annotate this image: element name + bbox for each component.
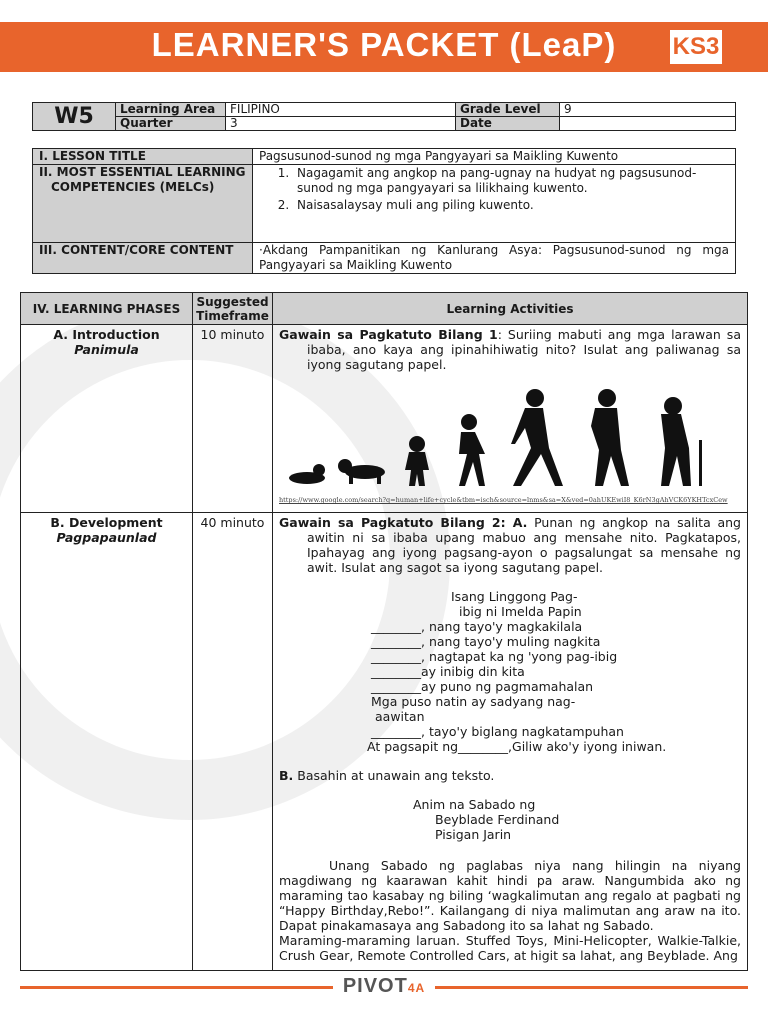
intro-phase-name: A. Introduction <box>53 327 160 342</box>
dev-task <box>279 515 741 575</box>
melc-item: 2. Naisasalaysay muli ang piling kuwento. <box>293 198 729 213</box>
week-cell: W5 <box>33 103 116 131</box>
info-table <box>32 102 736 131</box>
pivot-logo-text: PIVOT <box>342 975 408 997</box>
song-title-2: ibig ni Imelda Papin <box>459 604 582 619</box>
lesson-title-value: Pagsusunod-sunod ng mga Pangyayari sa Maikling Kuwento <box>253 149 736 165</box>
part-b-instruction <box>279 768 741 783</box>
dev-timeframe: 40 minuto <box>193 513 273 971</box>
pivot-logo-suffix: 4A <box>407 981 426 995</box>
dev-phase-cell <box>21 513 193 971</box>
story-heading <box>413 797 741 842</box>
song-lyrics <box>367 589 741 754</box>
image-source-link[interactable]: https://www.google.com/search?q=human+life+cycle&tbm=isch&source=lnms&sa=X&ved=0ahUKEwiI8_K6rN3gAhVCK6YKHTcxCew <box>279 496 728 504</box>
intro-task-text: : Suriing mabuti ang mga larawan sa ibaba, ano kaya ang ipinahihiwatig nito? Isulat ang paliwanag sa iyong sagutang papel. <box>307 327 741 372</box>
story-author: Pisigan Jarin <box>435 827 512 842</box>
activities-header: Learning Activities <box>273 293 748 325</box>
phases-header: IV. LEARNING PHASES <box>21 293 193 325</box>
human-life-cycle-silhouettes-icon <box>287 384 727 488</box>
intro-task <box>279 327 741 372</box>
melc-list <box>259 166 729 213</box>
learning-phases-table <box>20 292 748 971</box>
song-line: ________ay inibig din kita <box>371 664 525 679</box>
lesson-title-label: I. LESSON TITLE <box>33 149 253 165</box>
learning-area-label: Learning Area <box>116 103 226 117</box>
story-title: Anim na Sabado ng <box>413 797 536 812</box>
learning-area-value: FILIPINO <box>226 103 456 117</box>
date-value <box>560 117 736 131</box>
dev-activity-cell <box>273 513 748 971</box>
content-label: III. CONTENT/CORE CONTENT <box>33 243 253 274</box>
story-paragraph: Unang Sabado ng paglabas niya nang hilingin na niyang magdiwang ng kaarawan kahit hindi pa araw. Nangumbida ako ng maraming tao kasabay ng biling ‘wagkalimutan ang regalo at pagbati ng “Happy Birthday,Rebo!”. Kailangang di niya malimutan ang araw na ito. Dapat pinakamasaya ang Sabadong ito sa lahat ng Sabado. <box>279 858 741 933</box>
intro-phase-sub: Panimula <box>74 342 139 357</box>
song-line: ________, nang tayo'y magkakilala <box>371 619 583 634</box>
date-label: Date <box>456 117 560 131</box>
quarter-label: Quarter <box>116 117 226 131</box>
dev-task-text: Punan ng angkop na salita ang awitin ni sa ibaba upang mabuo ang mensahe nito. Pagkatapos, Ipahayag ang iyong pagsang-ayon o pagsalungat sa mensahe ng awit. Isulat ang sagot sa iyong sagutang papel. <box>307 515 741 575</box>
dev-phase-name: B. Development <box>50 515 163 530</box>
melc-label: II. MOST ESSENTIAL LEARNING COMPETENCIES (MELCs) <box>33 165 253 243</box>
song-line: Mga puso natin ay sadyang nag- <box>371 694 576 709</box>
intro-activity-cell <box>273 325 748 513</box>
part-b-label: B. <box>279 768 294 783</box>
song-line: ________, nang tayo'y muling nagkita <box>371 634 601 649</box>
intro-timeframe: 10 minuto <box>193 325 273 513</box>
content-value: ·Akdang Pampanitikan ng Kanlurang Asya: Pagsusunod-sunod ng mga Pangyayari sa Maikling Kuwento <box>253 243 736 274</box>
header-banner <box>0 22 768 72</box>
quarter-value: 3 <box>226 117 456 131</box>
song-line: At pagsapit ng________,Giliw ako'y iyong iniwan. <box>367 739 667 754</box>
intro-phase-cell <box>21 325 193 513</box>
timeframe-header: Suggested Timeframe <box>193 293 273 325</box>
intro-task-label: Gawain sa Pagkatuto Bilang 1 <box>279 327 498 342</box>
story-paragraph: Maraming-maraming laruan. Stuffed Toys, Mini-Helicopter, Walkie-Talkie, Crush Gear, Remote Controlled Cars, at higit sa lahat, ang Beyblade. Ang <box>279 933 741 963</box>
ks-badge: KS3 <box>670 30 722 64</box>
song-line: ________, nagtapat ka ng 'yong pag-ibig <box>371 649 618 664</box>
song-line: ________, tayo'y biglang nagkatampuhan <box>371 724 624 739</box>
song-line: ________ay puno ng pagmamahalan <box>371 679 594 694</box>
dev-phase-sub: Pagpapaunlad <box>56 530 157 545</box>
song-title: Isang Linggong Pag- <box>451 589 578 604</box>
melc-cell <box>253 165 736 243</box>
grade-level-label: Grade Level <box>456 103 560 117</box>
story-title-2: Beyblade Ferdinand <box>435 812 560 827</box>
packet-title: LEARNER'S PACKET (LeaP) <box>151 26 617 63</box>
part-b-text: Basahin at unawain ang teksto. <box>293 768 495 783</box>
melc-item: 1. Nagagamit ang angkop na pang-ugnay na hudyat ng pagsusunod- sunod ng mga pangyayari sa lilikhaing kuwento. <box>293 166 729 196</box>
pivot-logo <box>0 975 768 998</box>
lesson-table <box>32 148 736 274</box>
song-line: aawitan <box>375 709 425 724</box>
grade-level-value: 9 <box>560 103 736 117</box>
dev-task-label: Gawain sa Pagkatuto Bilang 2: A. <box>279 515 528 530</box>
